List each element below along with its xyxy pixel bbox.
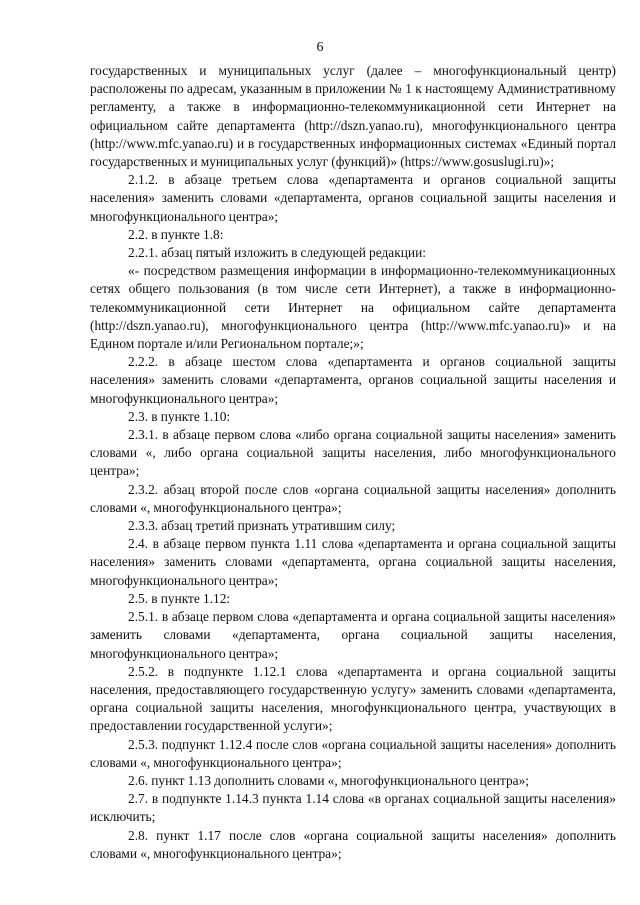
paragraph: «- посредством размещения информации в информационно-телекоммуникационных сетях общего пользования (в том числе сети Интернет), а также в информационно-телекоммуникационной сети Интернет на официальном сайте департамента (http://dszn.yanao.ru), многофункционального центра (http://www.mfc.yanao.ru)» и на Едином портале и/или Региональном портале;»; bbox=[90, 263, 616, 352]
paragraph: 2.5.2. в подпункте 1.12.1 слова «департамента и органа социальной защиты населения, предоставляющего государственную услугу» заменить словами «департамента, органа социальной защиты населения, многофункционального центра, участвующих в предоставлении государственной услуги»; bbox=[90, 663, 616, 734]
document-body bbox=[90, 62, 616, 863]
paragraph: государственных и муниципальных услуг (далее – многофункциональный центр) расположены по адресам, указанным в приложении № 1 к настоящему Административному регламенту, а также в информационно-телекоммуникационной сети Интернет на официальном сайте департамента (http://dszn.yanao.ru), многофункционального центра (http://www.mfc.yanao.ru) и в государственных информационных системах «Единый портал государственных и муниципальных услуг (функций)» (https://www.gosuslugi.ru)»; bbox=[90, 63, 616, 170]
paragraph: 2.3.3. абзац третий признать утратившим силу; bbox=[128, 518, 396, 534]
paragraph: 2.3.1. в абзаце первом слова «либо органа социальной защиты населения» заменить словами «, либо органа социальной защиты населения, либо многофункционального центра»; bbox=[90, 427, 616, 479]
paragraph: 2.3. в пункте 1.10: bbox=[128, 408, 231, 424]
paragraph: 2.1.2. в абзаце третьем слова «департамента и органов социальной защиты населения» заменить словами «департамента, органов социальной защиты населения и многофункционального центра»; bbox=[90, 172, 616, 224]
page-number: 6 bbox=[316, 40, 324, 55]
paragraph: 2.3.2. абзац второй после слов «органа социальной защиты населения» дополнить словами «, многофункционального центра»; bbox=[90, 481, 616, 515]
paragraph: 2.5.1. в абзаце первом слова «департамента и органа социальной защиты населения» заменить словами «департамента, органа социальной защиты населения, многофункционального центра»; bbox=[90, 609, 616, 661]
paragraph: 2.2.2. в абзаце шестом слова «департамента и органов социальной защиты населения» заменить словами «департамента, органов социальной защиты населения и многофункционального центра»; bbox=[90, 354, 616, 406]
paragraph: 2.5. в пункте 1.12: bbox=[128, 590, 231, 606]
paragraph: 2.2. в пункте 1.8: bbox=[128, 226, 224, 242]
paragraph: 2.6. пункт 1.13 дополнить словами «, многофункционального центра»; bbox=[128, 772, 530, 788]
paragraph: 2.4. в абзаце первом пункта 1.11 слова «департамента и органа социальной защиты населения» заменить словами «департамента, органа социальной защиты населения, многофункционального центра»; bbox=[90, 536, 616, 588]
paragraph: 2.7. в подпункте 1.14.3 пункта 1.14 слова «в органах социальной защиты населения» исключить; bbox=[90, 791, 616, 825]
paragraph: 2.8. пункт 1.17 после слов «органа социальной защиты населения» дополнить словами «, многофункционального центра»; bbox=[90, 827, 616, 861]
paragraph: 2.5.3. подпункт 1.12.4 после слов «органа социальной защиты населения» дополнить словами «, многофункционального центра»; bbox=[90, 736, 616, 770]
paragraph: 2.2.1. абзац пятый изложить в следующей редакции: bbox=[128, 245, 426, 261]
